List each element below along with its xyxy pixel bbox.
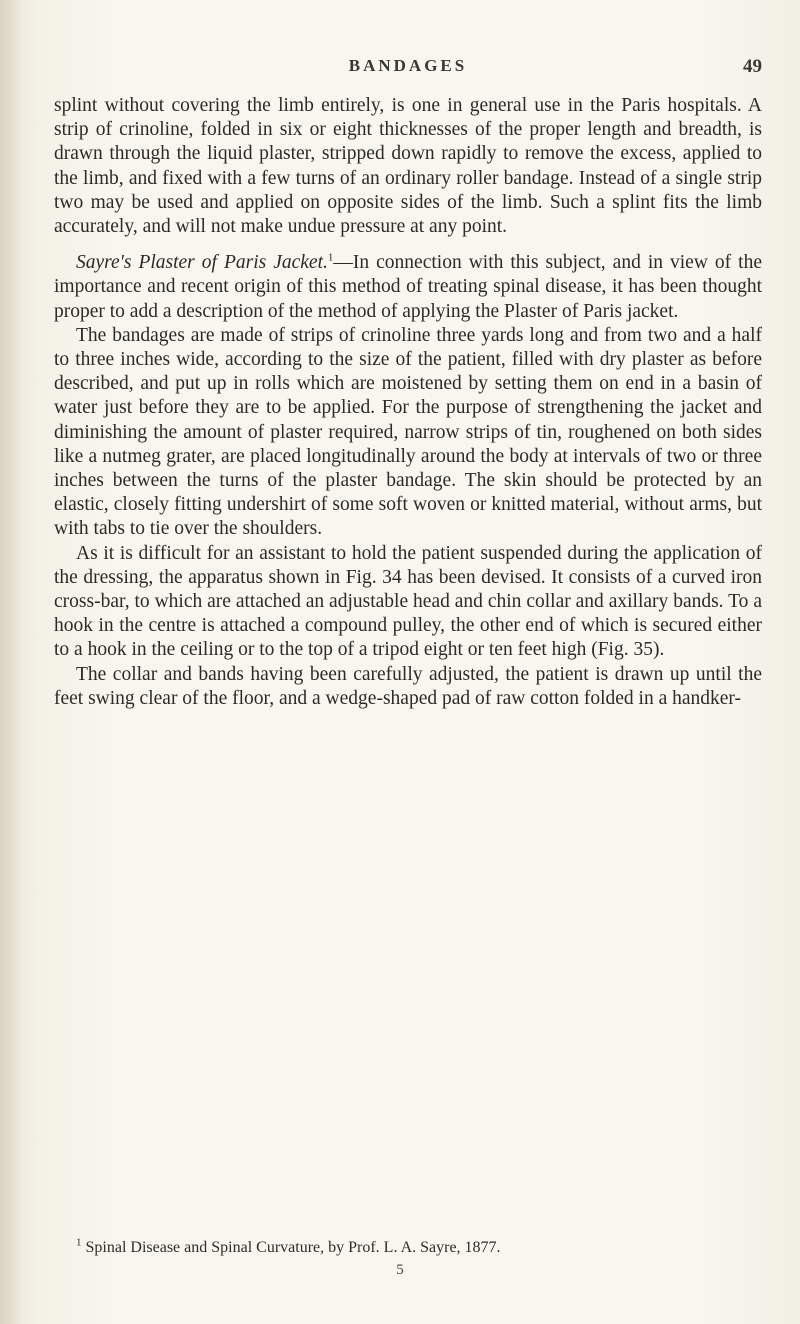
footnote-reference: 1 [327, 251, 334, 264]
section-title: Sayre's Plaster of Paris Jacket. [76, 252, 328, 274]
paragraph-text: —In connection with this subject, and in view of the importance and recent origin of this method of treating spinal disease, it has been thought proper to add a description of the method of applying the Plaster of Paris jacket. [54, 252, 762, 322]
footnote-marker: 1 [76, 1236, 82, 1249]
paragraph-apparatus: As it is difficult for an assistant to hold the patient suspended during the application of the dressing, the apparatus shown in Fig. 34 has been devised. It consists of a curved iron cross-bar, to which are attached an adjustable head and chin collar and axillary bands. To a hook in the centre is attached a compound pulley, the other end of which is secured either to a hook in the ceiling or to the top of a tripod eight or ten feet high (Fig. 35). [54, 542, 762, 661]
spine-shadow [0, 0, 22, 1324]
footnote [76, 1238, 762, 1258]
page-number: 49 [743, 56, 762, 77]
page-header [54, 56, 762, 84]
footnote-text: Spinal Disease and Spinal Curvature, by Prof. L. A. Sayre, 1877. [81, 1239, 501, 1256]
signature-mark: 5 [396, 1262, 404, 1278]
paragraph-continuation: splint without covering the limb entirely, is one in general use in the Paris hospitals. A strip of crinoline, folded in six or eight thicknesses of the proper length and breadth, is drawn through the liquid plaster, stripped down rapidly to remove the excess, applied to the limb, and fixed with a few turns of an ordinary roller bandage. Instead of a single strip two may be used and applied on opposite sides of the limb. Such a splint fits the limb accurately, and will not make undue pressure at any point. [54, 95, 762, 238]
paragraph-collar: The collar and bands having been carefully adjusted, the patient is drawn up until the feet swing clear of the floor, and a wedge-shaped pad of raw cotton folded in a handker- [54, 663, 762, 709]
paragraph-bandages: The bandages are made of strips of crinoline three yards long and from two and a half to three inches wide, according to the size of the patient, filled with dry plaster as before described, and put up in rolls which are moistened by setting them on end in a basin of water just before they are to be applied. For the purpose of strengthening the jacket and diminishing the amount of plaster required, narrow strips of tin, roughened on both sides like a nutmeg grater, are placed longitudinally around the body at intervals of two or three inches between the turns of the plaster bandage. The skin should be protected by an elastic, closely fitting undershirt of some soft woven or knitted material, without arms, but with tabs to tie over the shoulders. [54, 324, 762, 540]
body-text [54, 94, 762, 711]
running-head: BANDAGES [348, 56, 468, 75]
paragraph-sayre-jacket [54, 251, 762, 324]
